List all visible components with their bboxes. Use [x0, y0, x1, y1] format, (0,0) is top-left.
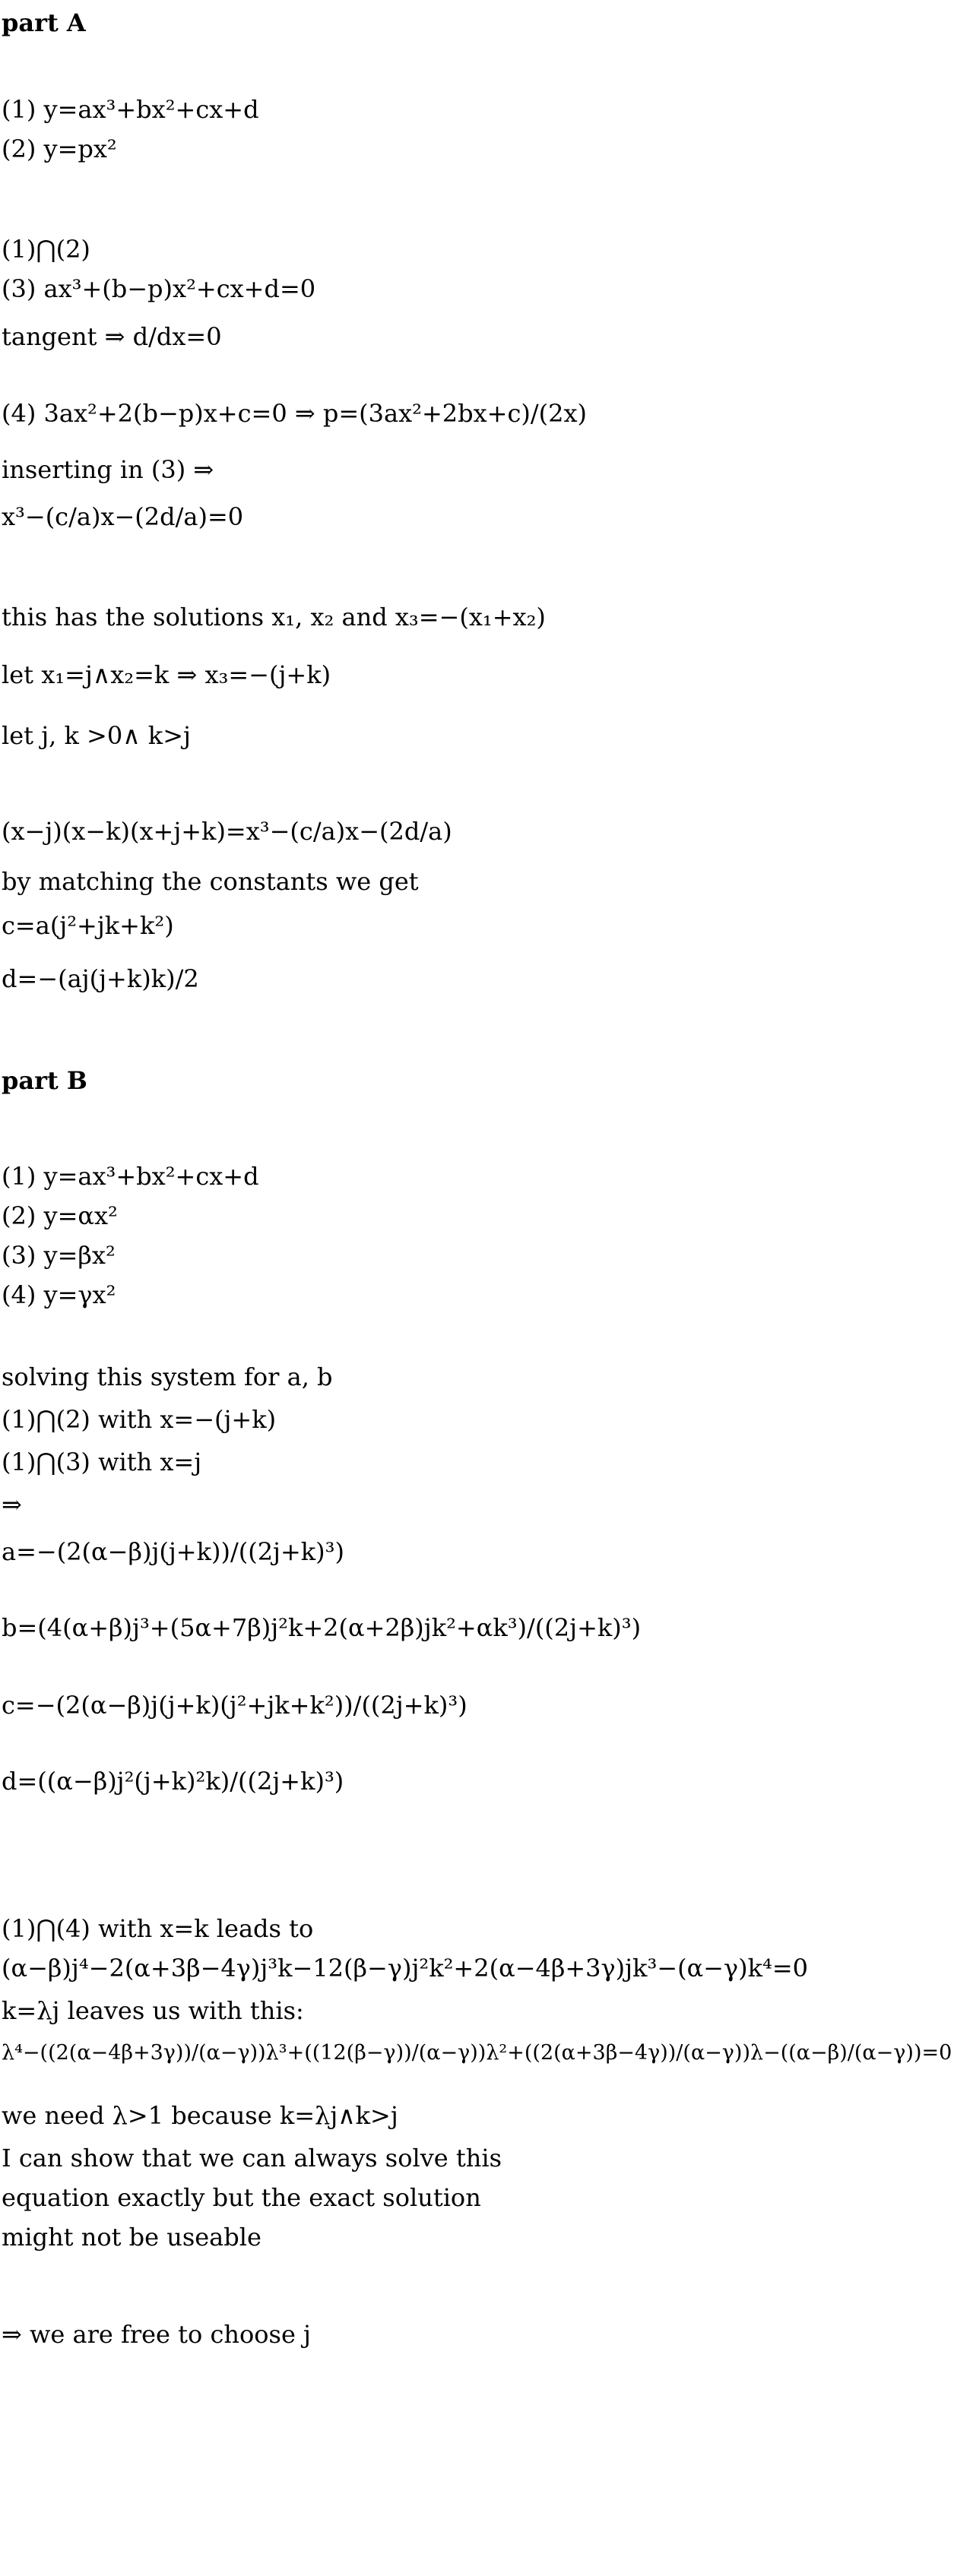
document-line: (1)⋂(3) with x=j [2, 1448, 202, 1476]
document-line: a=−(2(α−β)j(j+k))/((2j+k)³) [2, 1537, 344, 1566]
document-line: ⇒ [2, 1490, 22, 1519]
document-line: c=−(2(α−β)j(j+k)(j²+jk+k²))/((2j+k)³) [2, 1691, 467, 1720]
document-line: by matching the constants we get [2, 867, 419, 896]
document-line: b=(4(α+β)j³+(5α+7β)j²k+2(α+2β)jk²+αk³)/((2j+k)³) [2, 1613, 642, 1642]
document-line: (x−j)(x−k)(x+j+k)=x³−(c/a)x−(2d/a) [2, 817, 452, 846]
document-line: λ⁴−((2(α−4β+3γ))/(α−γ))λ³+((12(β−γ))/(α−γ))λ²+((2(α+3β−4γ))/(α−γ))λ−((α−β)/(α−γ))=0 [2, 2041, 952, 2065]
document-line: (3) y=βx² [2, 1241, 116, 1270]
section-heading: part A [2, 8, 86, 37]
document-line: (2) y=px² [2, 134, 117, 163]
document-line: (1)⋂(2) [2, 235, 90, 264]
document-line: x³−(c/a)x−(2d/a)=0 [2, 502, 244, 531]
document-line: tangent ⇒ d/dx=0 [2, 322, 222, 351]
document-line: (1)⋂(4) with x=k leads to [2, 1914, 314, 1943]
document-line: we need λ>1 because k=λj∧k>j [2, 2101, 398, 2130]
document-line: let x₁=j∧x₂=k ⇒ x₃=−(j+k) [2, 660, 331, 689]
document-line: k=λj leaves us with this: [2, 1996, 304, 2025]
document-line: d=((α−β)j²(j+k)²k)/((2j+k)³) [2, 1767, 344, 1796]
document-line: I can show that we can always solve this [2, 2144, 502, 2173]
section-heading: part B [2, 1066, 87, 1095]
document-line: (1) y=ax³+bx²+cx+d [2, 95, 259, 124]
document-line: (4) y=γx² [2, 1280, 116, 1309]
document-line: let j, k >0∧ k>j [2, 721, 191, 750]
document-line: ⇒ we are free to choose j [2, 2320, 311, 2349]
document-line: might not be useable [2, 2223, 261, 2252]
document-line: c=a(j²+jk+k²) [2, 911, 174, 940]
document-line: (1) y=ax³+bx²+cx+d [2, 1162, 259, 1191]
document-line: d=−(aj(j+k)k)/2 [2, 964, 199, 993]
document-line: (4) 3ax²+2(b−p)x+c=0 ⇒ p=(3ax²+2bx+c)/(2x) [2, 399, 588, 428]
document-line: (α−β)j⁴−2(α+3β−4γ)j³k−12(β−γ)j²k²+2(α−4β+3γ)jk³−(α−γ)k⁴=0 [2, 1954, 808, 1983]
document-line: inserting in (3) ⇒ [2, 455, 214, 484]
document-line: (1)⋂(2) with x=−(j+k) [2, 1405, 277, 1434]
document-line: (2) y=αx² [2, 1201, 118, 1230]
document-line: this has the solutions x₁, x₂ and x₃=−(x₁+x₂) [2, 603, 546, 631]
document-line: solving this system for a, b [2, 1362, 333, 1391]
document-line: (3) ax³+(b−p)x²+cx+d=0 [2, 274, 316, 303]
document-line: equation exactly but the exact solution [2, 2183, 481, 2212]
